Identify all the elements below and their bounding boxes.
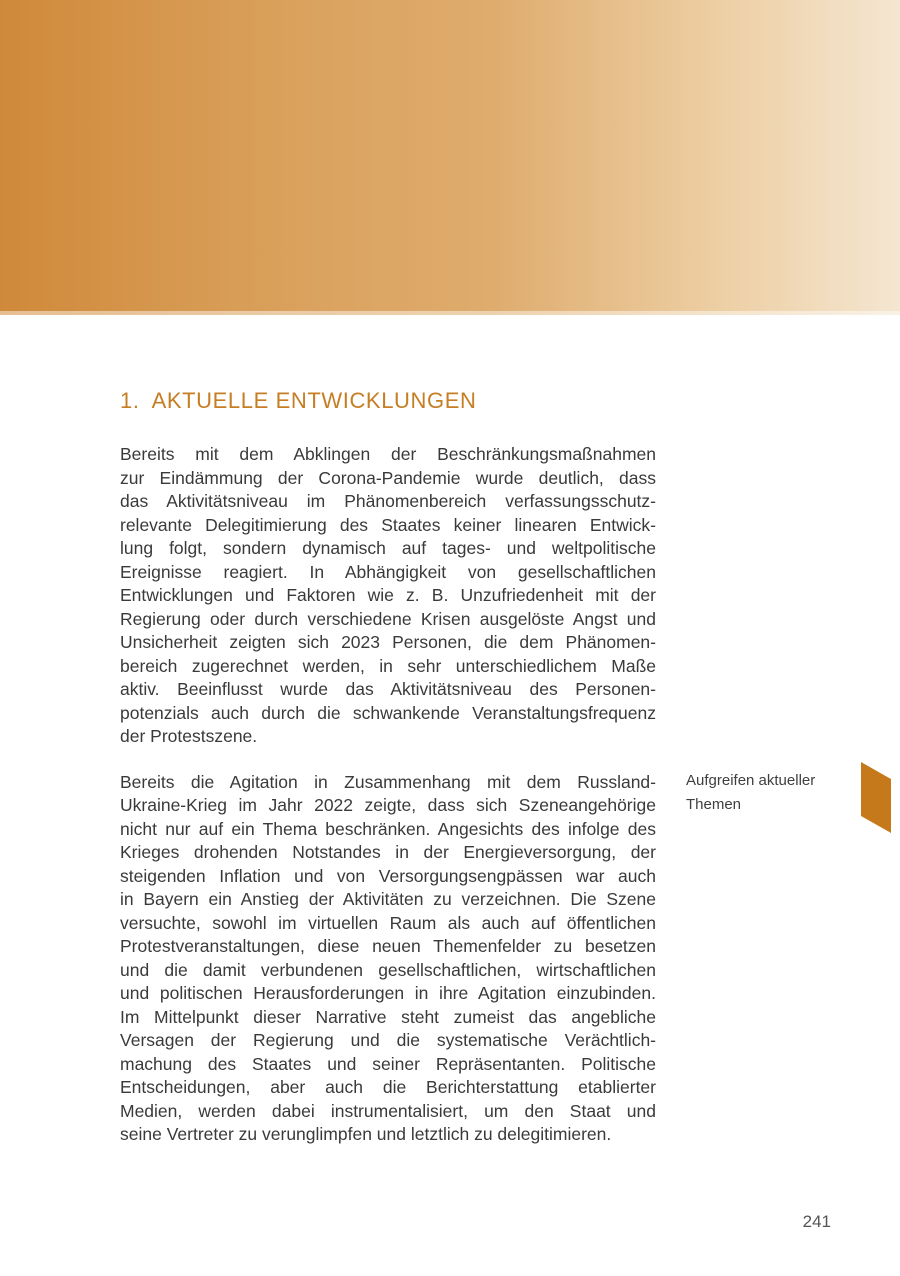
paragraph-2 (120, 771, 656, 1147)
text-line: das Aktivitätsniveau im Phänomenbereich verfassungsschutz- (120, 491, 656, 511)
text-line: Entwicklungen und Faktoren wie z. B. Unzufriedenheit mit der (120, 585, 656, 605)
text-line: der Protestszene. (120, 726, 258, 746)
text-line: Ereignisse reagiert. In Abhängigkeit von gesellschaftlichen (120, 561, 656, 582)
text-line: in Bayern ein Anstieg der Aktivitäten zu verzeichnen. Die Szene (120, 889, 656, 909)
margin-note (686, 769, 846, 816)
text-line: steigenden Inflation und von Versorgungsengpässen war auch (120, 865, 656, 886)
text-line: Entscheidungen, aber auch die Berichterstattung etablierter (120, 1077, 656, 1097)
text-line: zur Eindämmung der Corona-Pandemie wurde deutlich, dass (120, 467, 656, 488)
text-line: bereich zugerechnet werden, in sehr unterschiedlichem Maße (120, 655, 656, 676)
margin-note-line: Themen (686, 795, 742, 813)
text-line: Regierung oder durch verschiedene Krisen ausgelöste Angst und (120, 608, 656, 629)
paragraph-1 (120, 443, 656, 749)
text-line: nicht nur auf ein Thema beschränken. Angesichts des infolge des (120, 818, 656, 839)
text-line: Krieges drohenden Notstandes in der Energieversorgung, der (120, 842, 656, 862)
text-line: seine Vertreter zu verunglimpfen und letztlich zu delegitimieren. (120, 1124, 612, 1144)
text-line: machung des Staates und seiner Repräsentanten. Politische (120, 1053, 656, 1074)
text-line: lung folgt, sondern dynamisch auf tages- und weltpolitische (120, 538, 656, 558)
text-line: potenzials auch durch die schwankende Veranstaltungsfrequenz (120, 702, 656, 723)
section-title: AKTUELLE ENTWICKLUNGEN (151, 388, 477, 413)
text-line: Bereits die Agitation in Zusammenhang mit dem Russland- (120, 771, 656, 792)
margin-marker-shape (861, 762, 891, 833)
margin-note-line: Aufgreifen aktueller (686, 772, 816, 789)
text-line: Versagen der Regierung und die systematische Verächtlich- (120, 1030, 656, 1050)
text-line: Unsicherheit zeigten sich 2023 Personen, die dem Phänomen- (120, 632, 656, 652)
text-line: Ukraine-Krieg im Jahr 2022 zeigte, dass sich Szeneangehörige (120, 795, 656, 815)
body-text-column (120, 443, 656, 1147)
text-line: Bereits mit dem Abklingen der Beschränkungsmaßnahmen (120, 444, 656, 464)
text-line: versuchte, sowohl im virtuellen Raum als auch auf öffentlichen (120, 912, 656, 933)
text-line: Medien, werden dabei instrumentalisiert, um den Staat und (120, 1100, 656, 1121)
text-line: und die damit verbundenen gesellschaftlichen, wirtschaftlichen (120, 959, 656, 980)
page-number: 241 (802, 1212, 831, 1231)
text-line: Protestveranstaltungen, diese neuen Themenfelder zu besetzen (120, 936, 656, 956)
text-line: und politischen Herausforderungen in ihre Agitation einzubinden. (120, 983, 656, 1003)
text-line: relevante Delegitimierung des Staates keiner linearen Entwick- (120, 514, 656, 535)
text-line: aktiv. Beeinflusst wurde das Aktivitätsniveau des Personen- (120, 679, 656, 699)
section-heading (120, 388, 477, 414)
text-line: Im Mittelpunkt dieser Narrative steht zumeist das angebliche (120, 1006, 656, 1027)
header-banner (0, 0, 900, 315)
section-number: 1. (120, 388, 140, 413)
